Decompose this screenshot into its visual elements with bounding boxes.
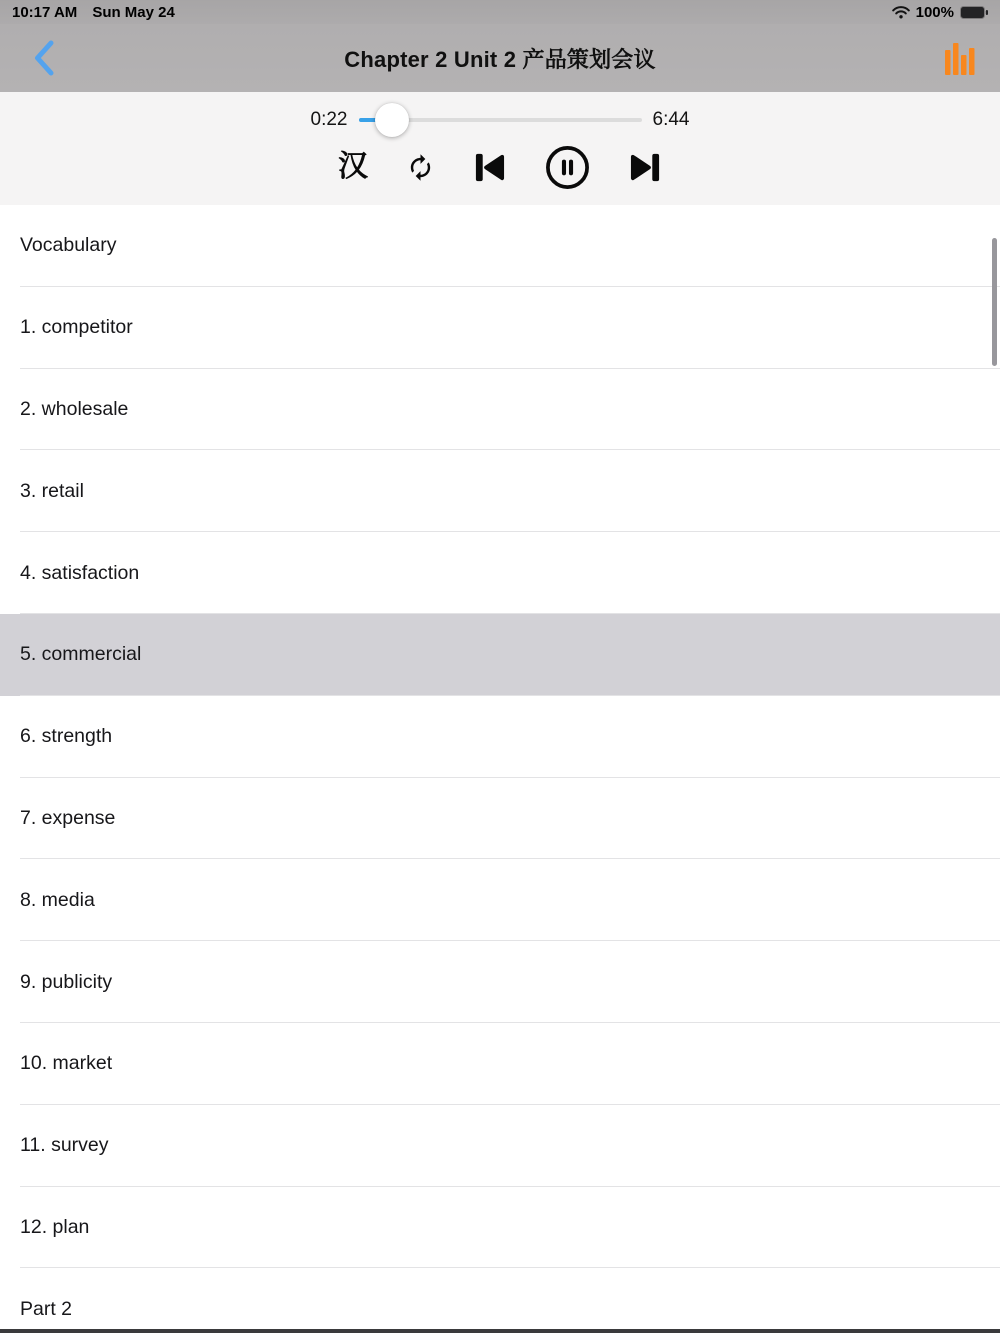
equalizer-bars-button[interactable] (945, 41, 975, 75)
bottom-edge (0, 1329, 1000, 1333)
elapsed-time: 0:22 (310, 108, 348, 130)
list-item[interactable] (0, 1023, 1000, 1105)
battery-percent: 100% (915, 3, 954, 21)
list-item[interactable] (0, 859, 1000, 941)
list-item-label: 12. plan (20, 1215, 90, 1238)
list-item[interactable] (0, 369, 1000, 451)
list-item[interactable] (0, 1187, 1000, 1269)
list-item-label: 7. expense (20, 806, 116, 829)
chinese-language-toggle-button[interactable]: 汉 (338, 150, 368, 183)
scrollbar[interactable] (992, 238, 997, 366)
list-item[interactable] (0, 450, 1000, 532)
status-date: Sun May 24 (92, 3, 175, 21)
vocabulary-list (0, 205, 1000, 1334)
list-item[interactable] (0, 205, 1000, 287)
slider-thumb[interactable] (375, 103, 409, 137)
audio-player (0, 92, 1000, 205)
list-item-label: 1. competitor (20, 316, 133, 339)
list-item-label: 11. survey (20, 1134, 109, 1157)
player-controls (338, 144, 662, 191)
list-item[interactable] (0, 778, 1000, 860)
list-item-label: 9. publicity (20, 970, 113, 993)
battery-icon (960, 6, 988, 19)
previous-track-button[interactable] (473, 151, 506, 184)
list-item-label: 3. retail (20, 479, 84, 502)
previous-track-icon (473, 151, 506, 184)
wifi-icon (892, 6, 910, 19)
list-item-label: 2. wholesale (20, 397, 129, 420)
back-button[interactable] (33, 40, 54, 76)
status-time: 10:17 AM (12, 3, 78, 21)
page-title: Chapter 2 Unit 2 产品策划会议 (344, 46, 656, 72)
list-item[interactable] (0, 696, 1000, 778)
status-bar (0, 0, 1000, 24)
repeat-icon (406, 153, 435, 182)
back-chevron-icon (33, 40, 54, 76)
list-item[interactable] (0, 1105, 1000, 1187)
list-item-label: Part 2 (20, 1297, 73, 1320)
pause-icon (544, 144, 591, 191)
repeat-button[interactable] (406, 153, 435, 182)
next-track-icon (629, 151, 662, 184)
list-item[interactable] (0, 614, 1000, 696)
equalizer-bars-icon (945, 41, 975, 75)
nav-bar (0, 24, 1000, 92)
progress-row (311, 109, 690, 131)
list-item[interactable] (0, 1268, 1000, 1334)
list-item-label: 4. satisfaction (20, 561, 140, 584)
pause-button[interactable] (544, 144, 591, 191)
duration-time: 6:44 (652, 108, 690, 130)
list-item-label: 10. market (20, 1052, 113, 1075)
list-item-label: 5. commercial (20, 643, 142, 666)
list-item[interactable] (0, 532, 1000, 614)
list-item-label: Vocabulary (20, 234, 117, 257)
list-item-label: 6. strength (20, 725, 113, 748)
next-track-button[interactable] (629, 151, 662, 184)
list-item-label: 8. media (20, 888, 95, 911)
list-item[interactable] (0, 287, 1000, 369)
list-item[interactable] (0, 941, 1000, 1023)
progress-slider[interactable] (359, 118, 642, 122)
